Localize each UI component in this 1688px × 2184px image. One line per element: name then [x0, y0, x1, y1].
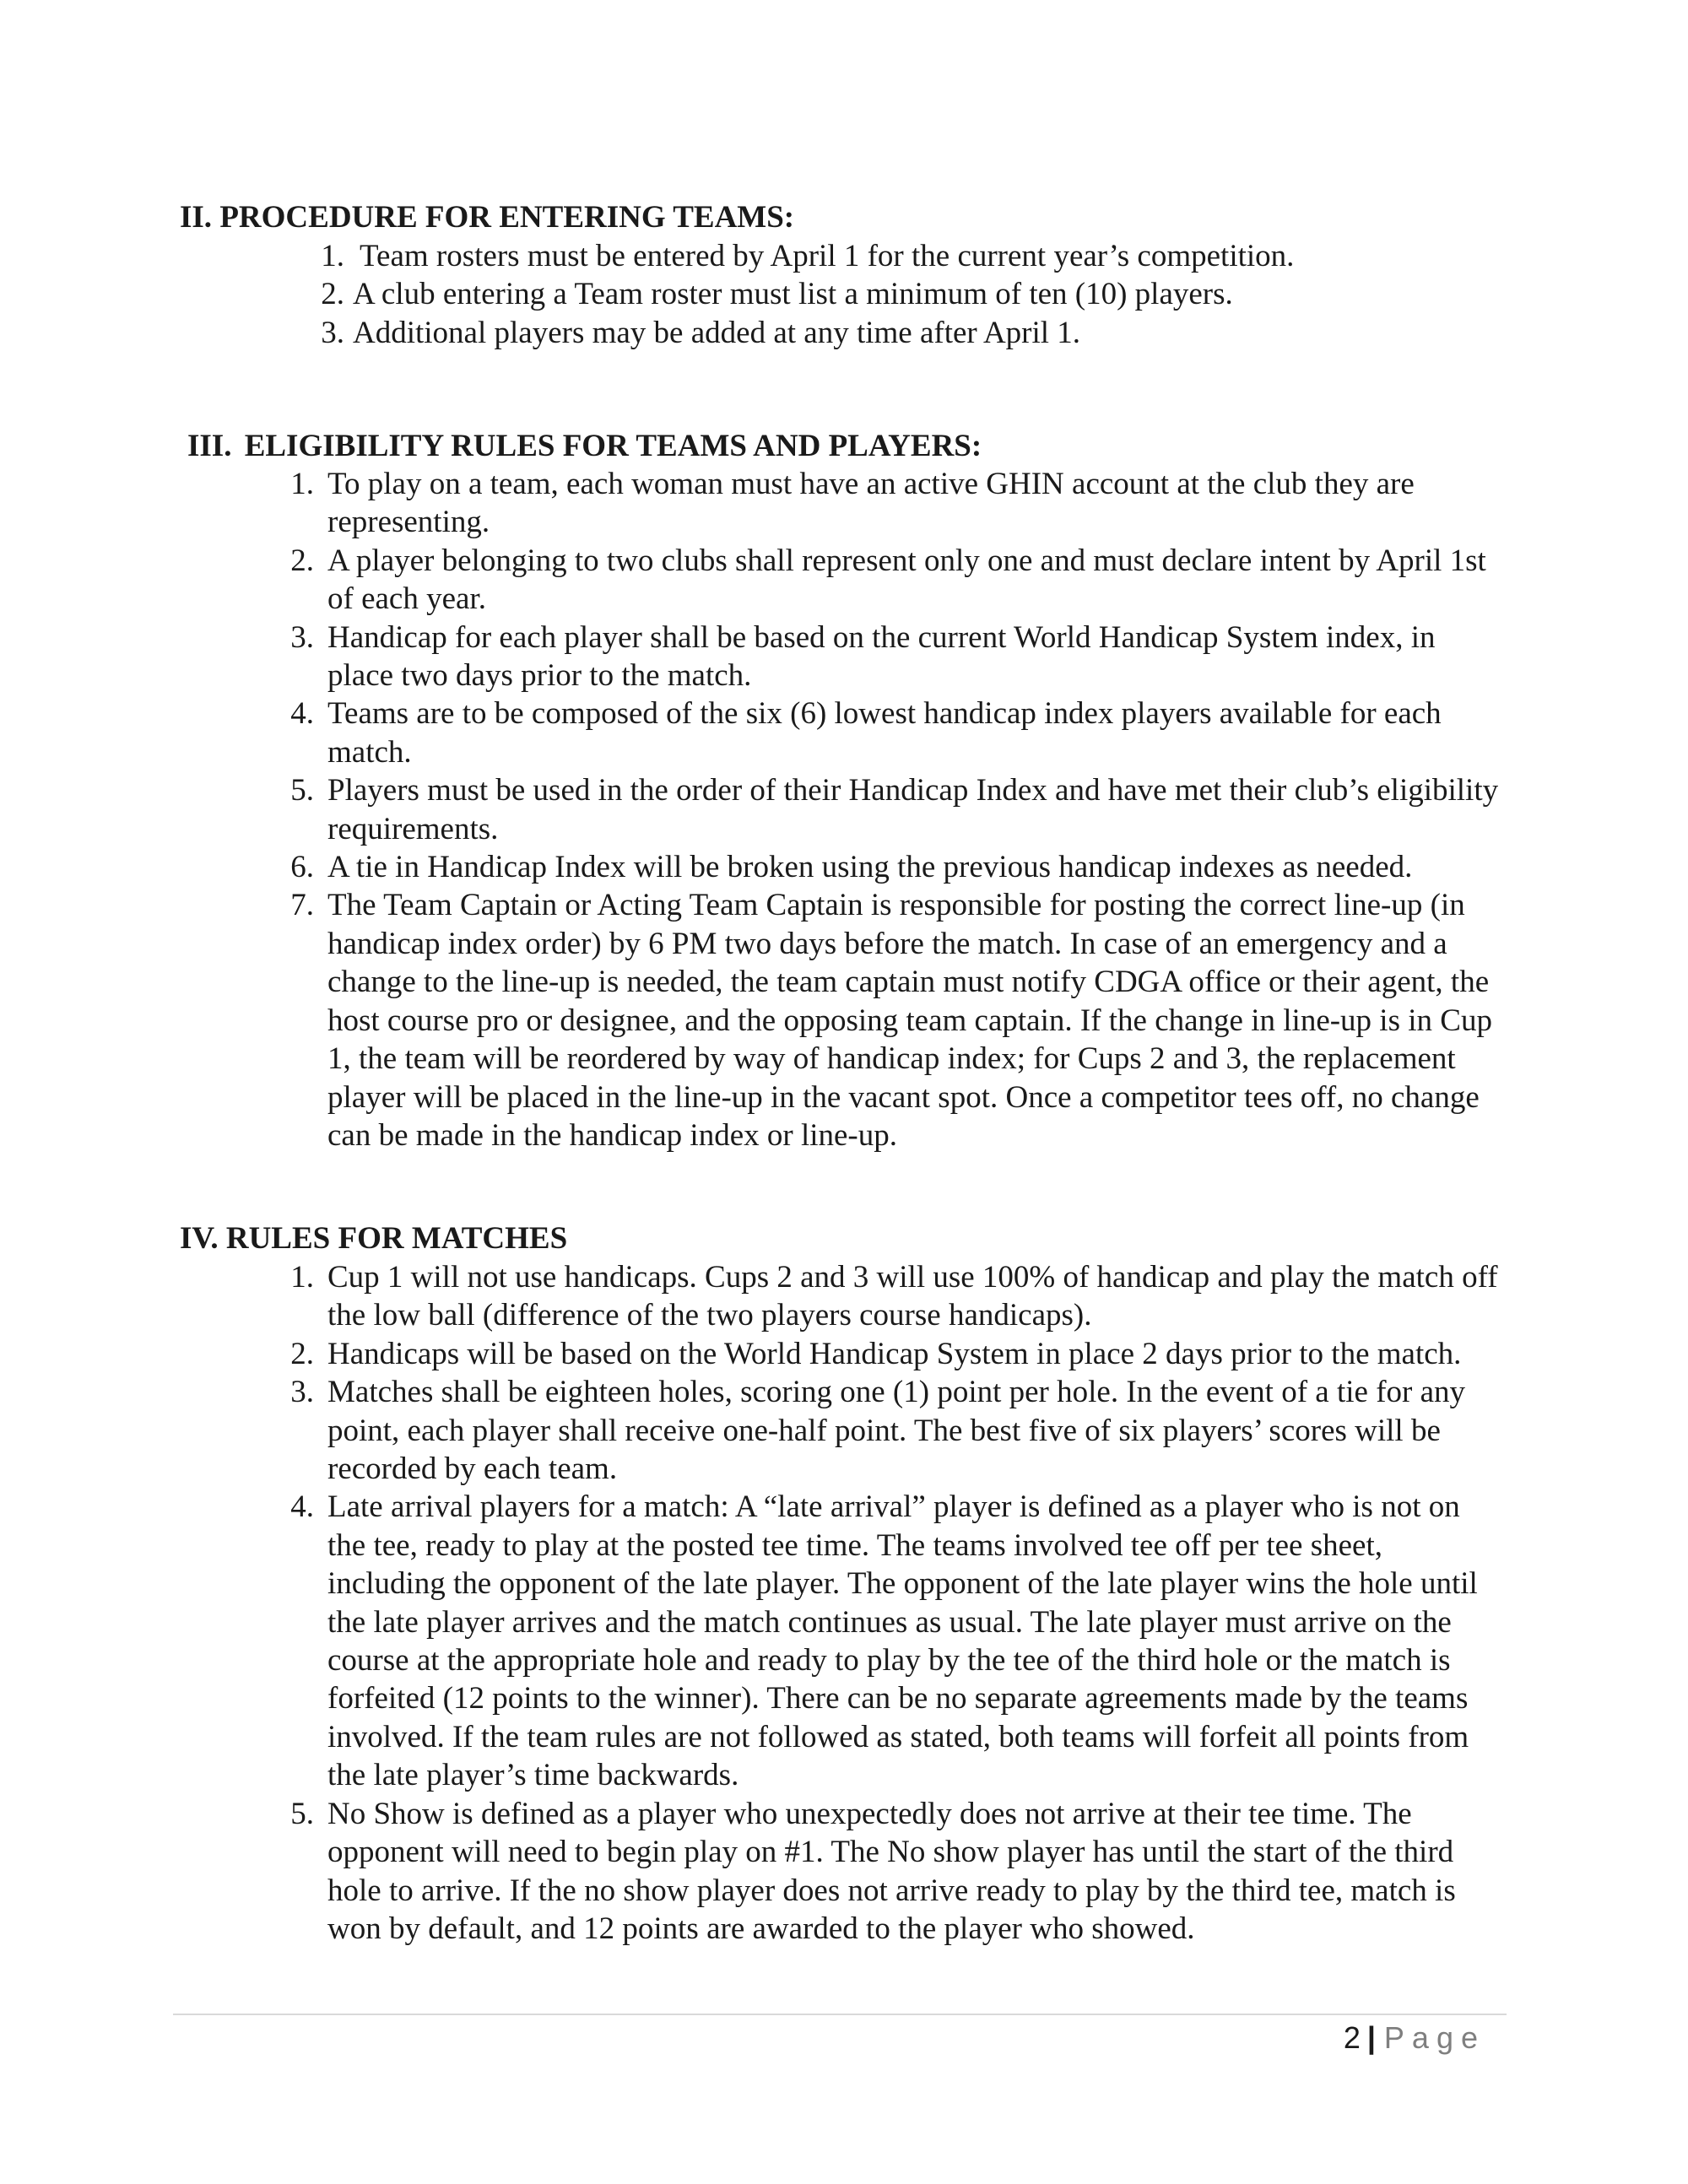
- list-item: [321, 314, 1492, 352]
- item-text: A tie in Handicap Index will be broken using the previous handicap indexes as needed.: [327, 850, 1413, 885]
- section-list: [290, 1258, 1505, 1948]
- item-text: Additional players may be added at any time after April 1.: [353, 315, 1081, 350]
- item-number: 1.: [290, 467, 314, 501]
- item-number: 4.: [290, 696, 314, 732]
- list-item: [290, 1335, 1505, 1373]
- item-number: 2.: [321, 277, 344, 312]
- item-text: Handicap for each player shall be based on the current World Handicap System index, in place two days prior to the match.: [327, 619, 1436, 694]
- item-text: A club entering a Team roster must list a minimum of ten (10) players.: [353, 277, 1233, 312]
- list-item: [290, 848, 1505, 886]
- item-text: Teams are to be composed of the six (6) lowest handicap index players available for each match.: [327, 696, 1442, 770]
- section-numeral: II.: [180, 200, 213, 235]
- list-item: [290, 695, 1505, 771]
- item-number: 5.: [290, 1796, 314, 1831]
- item-number: 3.: [321, 315, 344, 350]
- section-list: [321, 237, 1492, 352]
- list-item: [290, 1373, 1505, 1488]
- footer-separator: |: [1366, 2020, 1376, 2055]
- list-item: [290, 619, 1505, 695]
- item-number: 6.: [290, 850, 314, 885]
- item-text: Players must be used in the order of their Handicap Index and have met their club’s eligibility requirements.: [327, 773, 1499, 846]
- item-text: To play on a team, each woman must have an active GHIN account at the club they are representing.: [327, 467, 1415, 540]
- item-number: 1.: [290, 1260, 314, 1295]
- page-footer: [1344, 2017, 1485, 2059]
- section-title: ELIGIBILITY RULES FOR TEAMS AND PLAYERS:: [244, 429, 982, 463]
- list-item: [290, 465, 1505, 542]
- list-item: [290, 886, 1505, 1154]
- item-number: 2.: [290, 1336, 314, 1371]
- list-item: [290, 1258, 1505, 1335]
- item-number: 3.: [290, 1375, 314, 1410]
- item-text: Team rosters must be entered by April 1 for the current year’s competition.: [360, 239, 1295, 273]
- list-item: [290, 1795, 1505, 1949]
- item-text: The Team Captain or Acting Team Captain is responsible for posting the correct line-up (in handicap index order) by 6 PM two days before the match. In case of an emergency and a change to the line-up is needed, the team captain must notify CDGA office or their agent, the host course pro or designee, and the opposing team captain. If the change in line-up is in Cup 1, the team will be reordered by way of handicap index; for Cups 2 and 3, the replacement player will be placed in the line-up in the vacant spot. Once a competitor tees off, no change can be made in the handicap index or line-up.: [327, 888, 1492, 1153]
- section-list: [290, 465, 1505, 1154]
- item-text: Late arrival players for a match: A “late arrival” player is defined as a player who is not on the tee, ready to play at the posted tee time. The teams involved tee off per tee sheet, including the opponent of the late player. The opponent of the late player wins the hole until the late player arrives and the match continues as usual. The late player must arrive on the course at the appropriate hole and ready to play by the tee of the third hole or the match is forfeited (12 points to the winner). There can be no separate agreements made by the teams involved. If the team rules are not followed as stated, both teams will forfeit all points from the late player’s time backwards.: [327, 1489, 1478, 1793]
- list-item: [290, 771, 1505, 848]
- section-numeral: III.: [187, 429, 232, 463]
- page-number: 2: [1343, 2020, 1361, 2055]
- item-text: Cup 1 will not use handicaps. Cups 2 and 3 will use 100% of handicap and play the match off the low ball (difference of the two players course handicaps).: [327, 1260, 1498, 1333]
- section-title: PROCEDURE FOR ENTERING TEAMS:: [219, 200, 795, 235]
- item-number: 2.: [290, 543, 314, 578]
- item-number: 3.: [290, 619, 314, 655]
- section-heading: [180, 1219, 567, 1258]
- section-heading: [187, 427, 982, 466]
- item-text: Handicaps will be based on the World Handicap System in place 2 days prior to the match.: [327, 1336, 1462, 1371]
- list-item: [290, 542, 1505, 619]
- item-text: A player belonging to two clubs shall represent only one and must declare intent by April 1st of each year.: [327, 543, 1486, 617]
- item-number: 7.: [290, 888, 314, 923]
- list-item: [321, 237, 1492, 275]
- item-number: 4.: [290, 1489, 314, 1525]
- footer-divider: [173, 2014, 1507, 2015]
- section-numeral: IV.: [180, 1221, 219, 1256]
- section-title: RULES FOR MATCHES: [225, 1221, 568, 1256]
- item-number: 5.: [290, 773, 314, 808]
- item-text: No Show is defined as a player who unexpectedly does not arrive at their tee time. The opponent will need to begin play on #1. The No show player has until the start of the third hole to arrive. If the no show player does not arrive ready to play by the third tee, match is won by default, and 12 points are awarded to the player who showed.: [327, 1796, 1456, 1946]
- list-item: [290, 1488, 1505, 1794]
- list-item: [321, 275, 1492, 313]
- section-heading: [180, 198, 794, 237]
- page-label: Page: [1383, 2020, 1485, 2055]
- item-text: Matches shall be eighteen holes, scoring one (1) point per hole. In the event of a tie for any point, each player shall receive one-half point. The best five of six players’ scores will be recorded by each team.: [327, 1375, 1466, 1487]
- item-number: 1.: [321, 239, 344, 273]
